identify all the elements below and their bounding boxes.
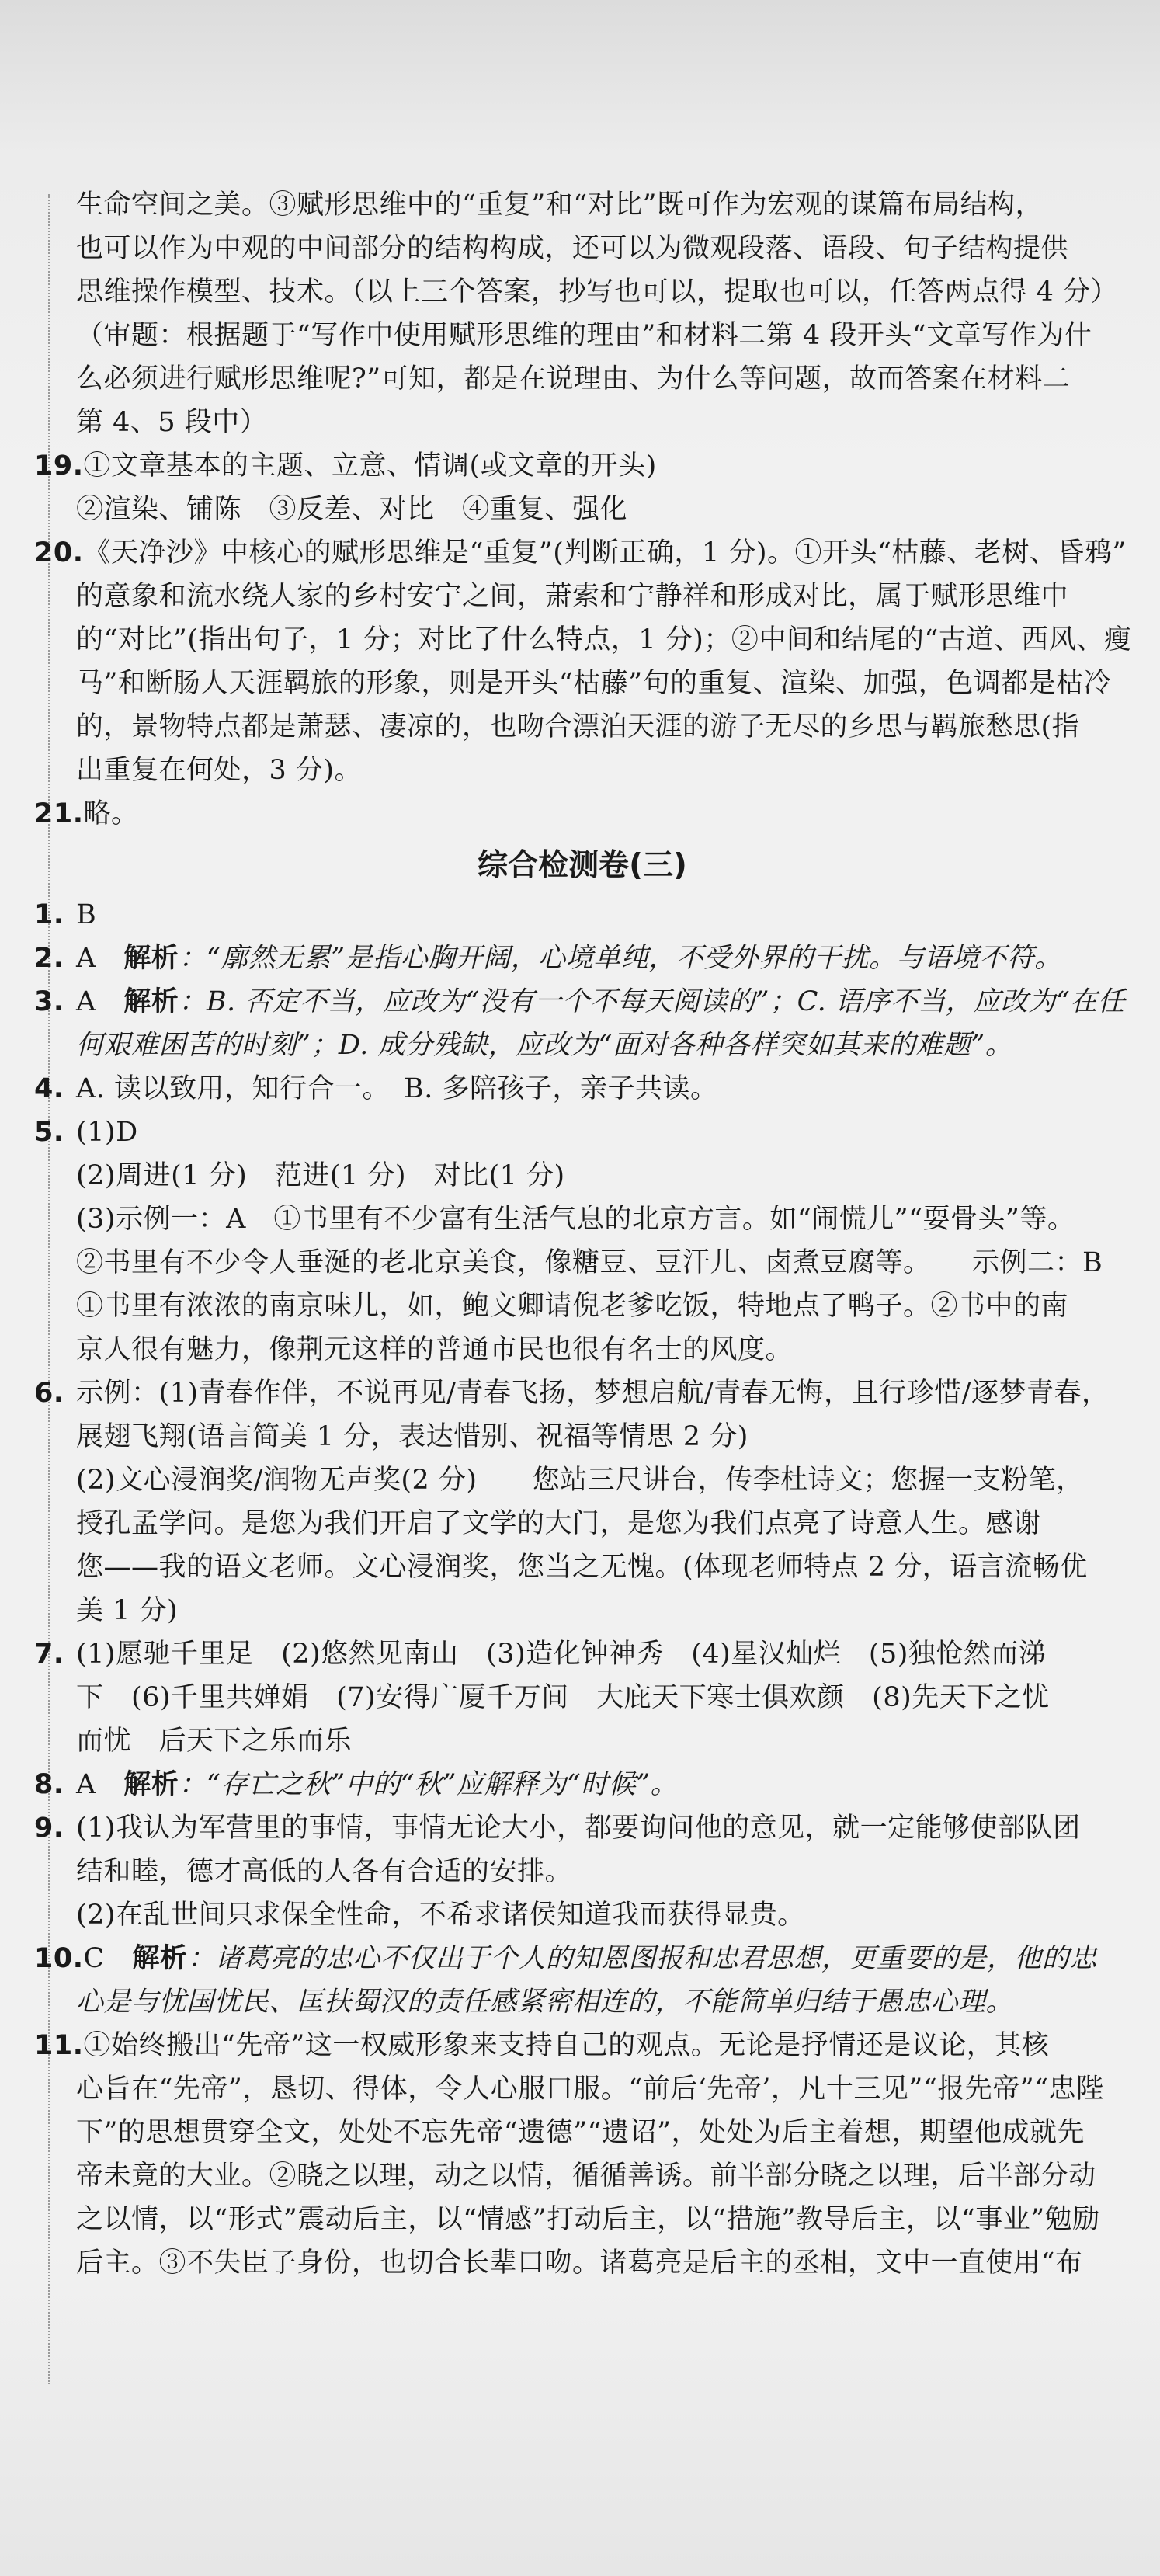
answer-11: [34, 2024, 1130, 2067]
answer-6: [34, 1371, 1130, 1415]
answer-10: [34, 1937, 1130, 1980]
answer-choice: A: [76, 943, 96, 974]
analysis-text: ：诸葛亮的忠心不仅出于个人的知恩图报和忠君思想，更重要的是，他的忠: [187, 1943, 1097, 1974]
text-line: ②渲染、铺陈 ③反差、对比 ④重复、强化: [76, 494, 628, 525]
analysis-label: 解析: [123, 986, 179, 1017]
text-line: 展翅飞翔(语言简美 1 分，表达惜别、祝福等情思 2 分): [76, 1421, 748, 1452]
text-line: 的，景物特点都是萧瑟、凄凉的，也吻合漂泊天涯的游子无尽的乡思与羁旅愁思(指: [76, 711, 1080, 742]
question-number: 10.: [34, 1943, 84, 1974]
text-line: 马”和断肠人天涯羁旅的形象，则是开头“枯藤”句的重复、渲染、加强，色调都是枯冷: [76, 668, 1112, 699]
answer-19: [34, 444, 1130, 488]
text-line: 美 1 分): [76, 1595, 179, 1626]
answer-3: [34, 980, 1130, 1024]
answer-1: [34, 893, 1130, 937]
text-line: 您——我的语文老师。文心浸润奖，您当之无愧。(体现老师特点 2 分，语言流畅优: [76, 1552, 1088, 1583]
text-line: 下 (6)千里共婵娟 (7)安得广厦千万间 大庇天下寒士俱欢颜 (8)先天下之忧: [76, 1682, 1050, 1713]
question-number: 4.: [34, 1073, 64, 1104]
text-line: 之以情，以“形式”震动后主，以“情感”打动后主，以“措施”教导后主，以“事业”勉励: [76, 2204, 1100, 2235]
question-number: 11.: [34, 2030, 84, 2061]
question-number: 19.: [34, 450, 84, 481]
text-line: 生命空间之美。③赋形思维中的“重复”和“对比”既可作为宏观的谋篇布局结构，: [76, 189, 1044, 221]
answer-text: 示例：(1)青春作伴，不说再见/青春飞扬，梦想启航/青春无悔，且行珍惜/逐梦青春，: [76, 1378, 1110, 1409]
answer-text: ①始终搬出“先帝”这一权威形象来支持自己的观点。无论是抒情还是议论，其核: [83, 2030, 1050, 2061]
analysis-label: 解析: [123, 1768, 179, 1800]
text-line: 思维操作模型、技术。（以上三个答案，抄写也可以，提取也可以，任答两点得 4 分）: [76, 276, 1119, 308]
question-number: 5.: [34, 1117, 64, 1148]
answer-choice: C: [83, 1943, 105, 1974]
question-number: 21.: [34, 798, 84, 829]
question-number: 9.: [34, 1813, 64, 1844]
text-line: ①书里有浓浓的南京味儿，如，鲍文卿请倪老爹吃饭，特地点了鸭子。②书中的南: [76, 1291, 1069, 1322]
text-line: 的意象和流水绕人家的乡村安宁之间，萧索和宁静祥和形成对比，属于赋形思维中: [76, 581, 1069, 612]
answer-choice: A: [76, 986, 96, 1017]
text-line: 么必须进行赋形思维呢?”可知，都是在说理由、为什么等问题，故而答案在材料二: [76, 363, 1071, 395]
text-line: ②书里有不少令人垂涎的老北京美食，像糖豆、豆汗儿、卤煮豆腐等。 示例二：B: [76, 1247, 1103, 1278]
answer-text: (1)D: [76, 1117, 138, 1148]
answer-text: B: [76, 899, 97, 930]
text-line: 下”的思想贯穿全文，处处不忘先帝“遗德”“遗诏”，处处为后主着想，期望他成就先: [76, 2117, 1085, 2148]
analysis-text: ：B. 否定不当，应改为“没有一个不每天阅读的”；C. 语序不当，应改为“在任: [179, 986, 1126, 1017]
answer-2: [34, 937, 1130, 980]
question-number: 20.: [34, 537, 84, 568]
analysis-text: ：“廓然无累”是指心胸开阔，心境单纯，不受外界的干扰。与语境不符。: [179, 943, 1062, 974]
answer-text: A. 读以致用，知行合一。 B. 多陪孩子，亲子共读。: [76, 1073, 718, 1104]
question-number: 6.: [34, 1378, 64, 1409]
text-line: (2)文心浸润奖/润物无声奖(2 分) 您站三尺讲台，传李杜诗文；您握一支粉笔，: [76, 1465, 1084, 1496]
text-line: 授孔孟学问。是您为我们开启了文学的大门，是您为我们点亮了诗意人生。感谢: [76, 1508, 1041, 1539]
text-line: (3)示例一：A ①书里有不少富有生活气息的北京方言。如“闹慌儿”“耍骨头”等。: [76, 1204, 1075, 1235]
answer-text: (1)愿驰千里足 (2)悠然见南山 (3)造化钟神秀 (4)星汉灿烂 (5)独怆然而涕: [76, 1639, 1047, 1670]
analysis-text: ：“存亡之秋”中的“秋”应解释为“时候”。: [179, 1769, 679, 1800]
answer-20: [34, 531, 1130, 575]
text-line: (2)周进(1 分) 范进(1 分) 对比(1 分): [76, 1160, 565, 1191]
text-line: 何艰难困苦的时刻”；D. 成分残缺，应改为“面对各种各样突如其来的难题”。: [76, 1030, 1013, 1061]
question-number: 1.: [34, 899, 64, 930]
text-line: 京人很有魅力，像荆元这样的普通市民也很有名士的风度。: [76, 1334, 794, 1365]
answer-text: 略。: [83, 798, 139, 829]
answer-7: [34, 1632, 1130, 1676]
text-line: 结和睦，德才高低的人各有合适的安排。: [76, 1856, 573, 1887]
analysis-label: 解析: [132, 1942, 188, 1974]
section-title: 综合检测卷(三): [478, 848, 687, 883]
answer-content: [34, 183, 1130, 2285]
question-number: 8.: [34, 1769, 64, 1800]
answer-text: ①文章基本的主题、立意、情调(或文章的开头): [83, 450, 657, 481]
answer-text: (1)我认为军营里的事情，事情无论大小，都要询问他的意见，就一定能够使部队团: [76, 1813, 1081, 1844]
answer-21: [34, 792, 1130, 836]
text-line: 的“对比”(指出句子，1 分；对比了什么特点，1 分)；②中间和结尾的“古道、西风、瘦: [76, 624, 1132, 655]
text-line: 也可以作为中观的中间部分的结构构成，还可以为微观段落、语段、句子结构提供: [76, 233, 1069, 264]
answer-8: [34, 1763, 1130, 1806]
text-line: 而忧 后天下之乐而乐: [76, 1726, 353, 1757]
question-number: 2.: [34, 943, 64, 974]
text-line: 帝未竟的大业。②晓之以理，动之以情，循循善诱。前半部分晓之以理，后半部分动: [76, 2161, 1096, 2192]
answer-9: [34, 1806, 1130, 1850]
answer-choice: A: [76, 1769, 96, 1800]
text-line: 心旨在“先帝”，恳切、得体，令人心服口服。“前后‘先帝’，凡十三见”“报先帝”“忠陛: [76, 2074, 1104, 2105]
text-line: 心是与忧国忧民、匡扶蜀汉的责任感紧密相连的，不能简单归结于愚忠心理。: [76, 1987, 1014, 2018]
answer-text: 《天净沙》中核心的赋形思维是“重复”(判断正确，1 分)。①开头“枯藤、老树、昏鸦”: [83, 537, 1127, 568]
question-number: 7.: [34, 1639, 64, 1670]
analysis-label: 解析: [123, 942, 179, 974]
answer-4: [34, 1067, 1130, 1111]
text-line: 出重复在何处，3 分)。: [76, 755, 363, 786]
text-line: (2)在乱世间只求保全性命，不希求诸侯知道我而获得显贵。: [76, 1900, 805, 1931]
answer-5: [34, 1111, 1130, 1154]
question-number: 3.: [34, 986, 64, 1017]
text-line: 第 4、5 段中）: [76, 407, 268, 438]
text-line: 后主。③不失臣子身份，也切合长辈口吻。诸葛亮是后主的丞相，文中一直使用“布: [76, 2247, 1083, 2279]
text-line: （审题：根据题于“写作中使用赋形思维的理由”和材料二第 4 段开头“文章写作为什: [76, 320, 1092, 351]
